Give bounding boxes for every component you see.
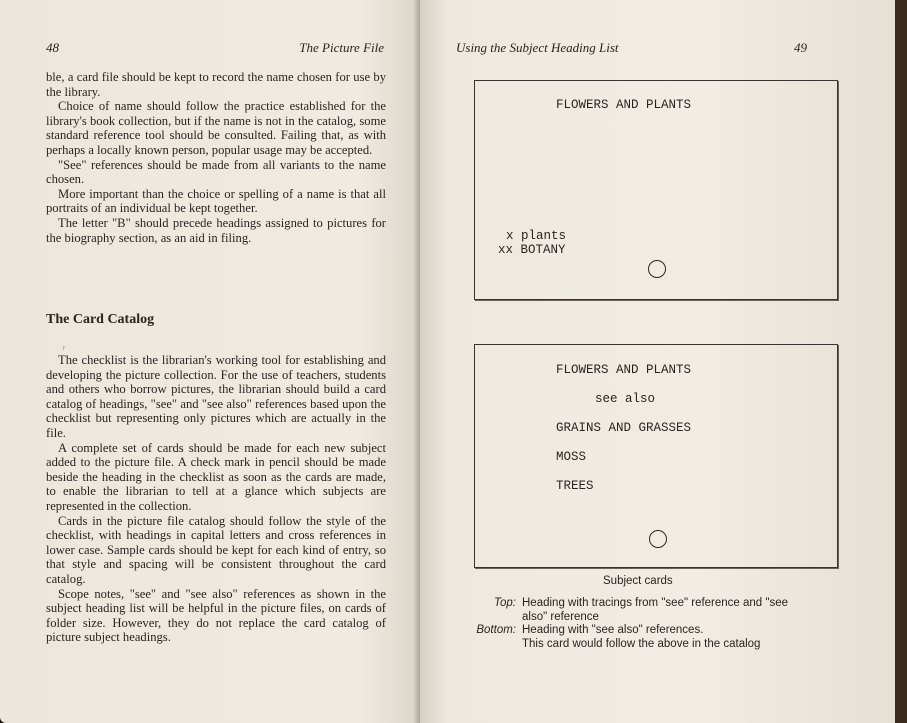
paragraph: Choice of name should follow the practice established for the library's book collection, but if the name is not in the catalog, some standard reference tool should be consulted. Failing that, as with perhaps a locally known person, popular usage may be accepted. <box>46 99 386 157</box>
card-tracing: xx BOTANY <box>498 243 566 257</box>
caption-top-text: Heading with tracings from "see" reference and "see <box>522 597 789 609</box>
card-reference: TREES <box>556 479 594 493</box>
subject-card-top <box>474 80 838 300</box>
card-heading: FLOWERS AND PLANTS <box>556 98 692 112</box>
paragraph: The letter "B" should precede headings assigned to pictures for the biography section, as an aid in filing. <box>46 215 386 245</box>
card-tracing: x plants <box>506 229 567 243</box>
caption-top-text: also" reference <box>522 611 599 623</box>
caption-bottom-label: Bottom: <box>476 624 516 636</box>
paragraph: More important than the choice or spelling of a name is that all portraits of an individual be kept together. <box>46 186 386 216</box>
section-heading: The Card Catalog <box>46 312 155 327</box>
right-running-head: Using the Subject Heading List <box>456 40 619 55</box>
left-page-number: 48 <box>46 40 59 55</box>
pencil-mark-icon: ᵧ <box>63 340 66 351</box>
intro-text <box>46 70 386 245</box>
paragraph: ble, a card file should be kept to record the name chosen for use by the library. <box>46 70 386 99</box>
caption-title: Subject cards <box>603 575 673 587</box>
paragraph: A complete set of cards should be made for each new subject added to the picture file. A check mark in pencil should be made beside the heading in the checklist as soon as the cards are made, to enable the librarian to tell at a glance which subjects are represented in the collection. <box>46 440 386 513</box>
right-page-number: 49 <box>794 40 807 55</box>
paragraph: Cards in the picture file catalog should follow the style of the checklist, with headings in capital letters and cross references in lower case. Sample cards should be kept for each kind of entry, so that style and spacing will be consistent throughout the card catalog. <box>46 513 386 586</box>
card-reference: MOSS <box>556 450 587 464</box>
paragraph: "See" references should be made from all variants to the name chosen. <box>46 157 386 187</box>
card-hole-icon <box>649 530 667 548</box>
subject-card-bottom <box>474 344 838 568</box>
caption-bottom-text: Heading with "see also" references. <box>522 624 704 636</box>
card-hole-icon <box>648 260 666 278</box>
caption-bottom-text: This card would follow the above in the catalog <box>522 638 761 650</box>
left-running-head: The Picture File <box>299 40 384 55</box>
left-page <box>0 0 420 723</box>
card-reference: GRAINS AND GRASSES <box>556 421 692 435</box>
card-heading: FLOWERS AND PLANTS <box>556 363 692 377</box>
section-text <box>46 353 386 645</box>
caption-top-label: Top: <box>494 597 516 609</box>
card-see-also: see also <box>595 392 656 406</box>
book-edge <box>895 0 907 723</box>
paragraph: The checklist is the librarian's working tool for establishing and developing the picture collection. For the use of teachers, students and others who borrow pictures, the librarian should build a card catalog of headings, "see" and "see also" references based upon the checklist but representing only pictures which are actually in the file. <box>46 353 386 440</box>
paragraph: Scope notes, "see" and "see also" references as shown in the subject heading list will be helpful in the picture files, on cards of folder size. However, they do not replace the card catalog of picture subject headings. <box>46 586 386 645</box>
